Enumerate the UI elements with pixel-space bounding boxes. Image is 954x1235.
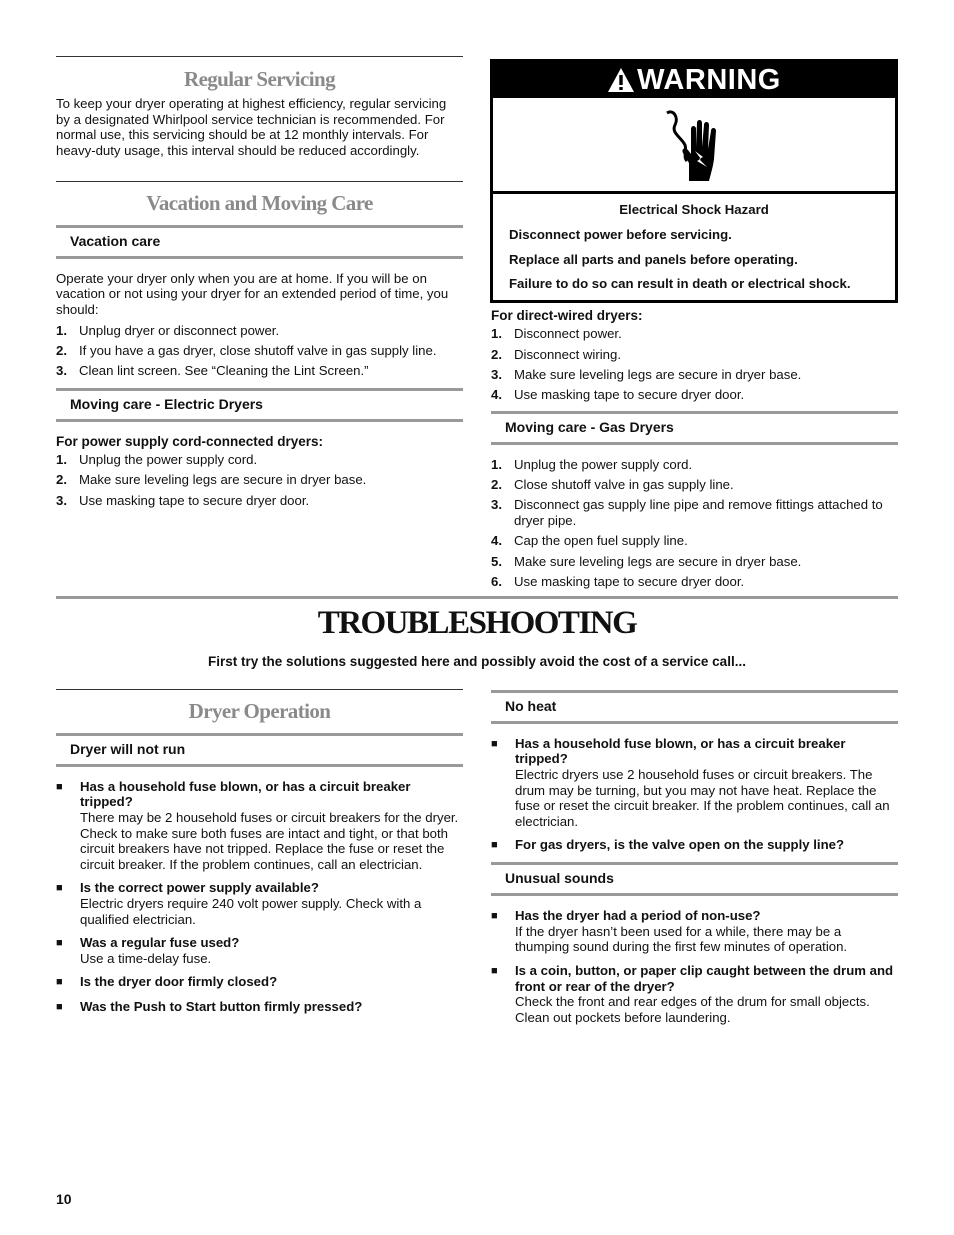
warning-header — [493, 62, 895, 98]
warning-line: Failure to do so can result in death or electrical shock. — [509, 276, 851, 292]
step-number: 2. — [491, 477, 502, 493]
bullet-square-icon: ■ — [491, 737, 498, 750]
list-item — [56, 472, 463, 487]
step-text: Use masking tape to secure dryer door. — [79, 492, 310, 508]
list-item — [56, 493, 463, 508]
list-item — [56, 363, 463, 378]
no-heat-section — [491, 690, 898, 1033]
list-item — [56, 452, 463, 467]
step-number: 1. — [491, 456, 502, 472]
step-text: Make sure leveling legs are secure in dryer base. — [514, 367, 802, 382]
step-number: 3. — [56, 363, 67, 379]
step-number: 3. — [491, 367, 502, 382]
unusual-sounds-list — [491, 908, 898, 1025]
shock-image-area — [493, 98, 895, 194]
step-number: 1. — [491, 326, 502, 342]
electric-moving-heading: Moving care - Electric Dryers — [56, 388, 463, 422]
regular-servicing-section — [56, 56, 463, 158]
step-text: Close shutoff valve in gas supply line. — [514, 477, 734, 493]
vacation-moving-section — [56, 181, 463, 513]
step-number: 4. — [491, 387, 502, 403]
question-text: Is the correct power supply available? — [80, 880, 319, 896]
bullet-square-icon: ■ — [491, 964, 498, 977]
bullet-square-icon: ■ — [56, 780, 63, 793]
regular-servicing-text: To keep your dryer operating at highest efficiency, regular servicing by a designated Whirlpool service technician is recommended. For normal use, this servicing should be at 12 monthly intervals. For heavy-duty usage, this interval should be reduced accordingly. — [56, 96, 447, 158]
dryer-operation-title: Dryer Operation — [188, 699, 331, 723]
step-number: 4. — [491, 533, 502, 549]
list-item — [491, 837, 898, 854]
step-number: 3. — [56, 492, 67, 508]
bullet-content — [80, 974, 277, 991]
warning-line: Replace all parts and panels before operating. — [509, 251, 798, 267]
step-text: Unplug dryer or disconnect power. — [79, 322, 280, 338]
step-text: Unplug the power supply cord. — [79, 451, 258, 467]
bullet-content — [515, 908, 898, 955]
step-text: Disconnect gas supply line pipe and remove fittings attached to dryer pipe. — [514, 497, 883, 528]
hazard-title: Electrical Shock Hazard — [619, 202, 769, 217]
vacation-intro: Operate your dryer only when you are at home. If you will be on vacation or not using your dryer for an extended period of time, you should: — [56, 270, 449, 317]
bullet-square-icon: ■ — [491, 839, 498, 852]
troubleshooting-subtitle: First try the solutions suggested here and possibly avoid the cost of a service call... — [208, 654, 746, 669]
step-text: Disconnect power. — [514, 326, 622, 342]
direct-wired-steps-list — [491, 326, 898, 403]
bullet-content — [515, 736, 898, 830]
bullet-content — [515, 837, 844, 854]
answer-text: There may be 2 household fuses or circuit breakers for the dryer. Check to make sure both fuses are intact and tight, or that both circuit breakers have not tripped. Replace the fuse or reset the circuit breaker. If the problem continues, call an electrician. — [80, 809, 459, 872]
answer-text: Electric dryers use 2 household fuses or circuit breakers. The drum may be turning, but you may not have heat. Replace the fuse or reset the circuit breaker. If the problem continues, call an electrician. — [515, 766, 890, 829]
bullet-content — [80, 880, 463, 927]
list-item — [56, 880, 463, 927]
list-item — [56, 779, 463, 873]
list-item — [491, 533, 898, 548]
list-item — [491, 367, 898, 382]
question-text: Was a regular fuse used? — [80, 935, 240, 951]
list-item — [56, 343, 463, 358]
answer-text: Use a time-delay fuse. — [80, 950, 212, 966]
warning-box — [490, 59, 898, 303]
list-item — [491, 387, 898, 402]
dryer-not-run-list — [56, 779, 463, 1017]
list-item — [491, 554, 898, 569]
step-text: Disconnect wiring. — [514, 346, 622, 362]
list-item — [56, 974, 463, 991]
list-item — [491, 497, 898, 528]
vacation-moving-title: Vacation and Moving Care — [146, 191, 373, 215]
step-number: 3. — [491, 497, 502, 513]
troubleshooting-divider — [56, 596, 898, 599]
troubleshooting-title: TROUBLESHOOTING — [317, 605, 637, 641]
bullet-square-icon: ■ — [491, 910, 498, 923]
cord-connected-heading: For power supply cord-connected dryers: — [56, 433, 324, 449]
bullet-content — [80, 999, 362, 1016]
step-number: 2. — [491, 346, 502, 362]
step-text: Unplug the power supply cord. — [514, 456, 693, 472]
list-item — [56, 999, 463, 1016]
no-heat-heading: No heat — [491, 690, 898, 724]
regular-servicing-title: Regular Servicing — [184, 67, 335, 91]
step-text: Cap the open fuel supply line. — [514, 533, 688, 549]
electrical-shock-hand-icon — [659, 107, 729, 183]
step-number: 1. — [56, 451, 67, 467]
gas-moving-heading: Moving care - Gas Dryers — [491, 411, 898, 445]
bullet-square-icon: ■ — [56, 937, 63, 950]
list-item — [491, 477, 898, 492]
step-number: 6. — [491, 574, 502, 590]
vacation-care-heading: Vacation care — [56, 225, 463, 259]
step-number: 1. — [56, 322, 67, 338]
warning-label: WARNING — [637, 63, 781, 96]
bullet-square-icon: ■ — [56, 1001, 63, 1014]
bullet-content — [515, 963, 898, 1025]
bullet-content — [80, 935, 239, 966]
question-text: Has the dryer had a period of non-use? — [515, 908, 761, 924]
step-text: Use masking tape to secure dryer door. — [514, 387, 745, 403]
step-text: Use masking tape to secure dryer door. — [514, 574, 745, 590]
no-heat-list — [491, 736, 898, 855]
bullet-square-icon: ■ — [56, 882, 63, 895]
unusual-sounds-heading: Unusual sounds — [491, 862, 898, 896]
answer-text: Check the front and rear edges of the drum for small objects. Clean out pockets before laundering. — [515, 994, 870, 1025]
list-item — [491, 908, 898, 955]
answer-text: Electric dryers require 240 volt power supply. Check with a qualified electrician. — [80, 895, 422, 927]
step-text: Make sure leveling legs are secure in dryer base. — [79, 472, 367, 488]
question-text: Has a household fuse blown, or has a circuit breaker tripped? — [80, 778, 411, 810]
list-item — [491, 736, 898, 830]
step-text: If you have a gas dryer, close shutoff valve in gas supply line. — [79, 342, 437, 358]
list-item — [56, 935, 463, 966]
list-item — [56, 323, 463, 338]
list-item — [491, 347, 898, 362]
list-item — [491, 457, 898, 472]
step-number: 5. — [491, 553, 502, 569]
direct-wired-section — [491, 308, 898, 594]
page-number: 10 — [56, 1191, 72, 1207]
list-item — [491, 963, 898, 1025]
question-text: Is the dryer door firmly closed? — [80, 974, 278, 990]
step-number: 2. — [56, 472, 67, 488]
step-text: Make sure leveling legs are secure in dryer base. — [514, 553, 802, 569]
bullet-content — [80, 779, 463, 873]
dryer-operation-section — [56, 689, 463, 1024]
question-text: Was the Push to Start button firmly pressed? — [80, 999, 363, 1015]
bullet-square-icon: ■ — [56, 976, 63, 989]
dryer-not-run-heading: Dryer will not run — [56, 733, 463, 767]
step-text: Clean lint screen. See “Cleaning the Lint Screen.” — [79, 363, 369, 379]
question-text: Has a household fuse blown, or has a circuit breaker tripped? — [515, 735, 846, 767]
direct-wired-heading: For direct-wired dryers: — [491, 308, 643, 323]
question-text: For gas dryers, is the valve open on the supply line? — [515, 837, 845, 853]
warning-triangle-icon — [607, 67, 635, 93]
answer-text: If the dryer hasn’t been used for a while, there may be a thumping sound during the first few minutes of operation. — [515, 923, 848, 955]
list-item — [491, 574, 898, 589]
step-number: 2. — [56, 342, 67, 358]
list-item — [491, 326, 898, 341]
gas-steps-list — [491, 457, 898, 590]
question-text: Is a coin, button, or paper clip caught between the drum and front or rear of the dryer? — [515, 962, 894, 994]
cord-steps-list — [56, 452, 463, 508]
warning-line: Disconnect power before servicing. — [509, 227, 732, 243]
vacation-steps-list — [56, 323, 463, 379]
warning-body — [493, 194, 895, 309]
